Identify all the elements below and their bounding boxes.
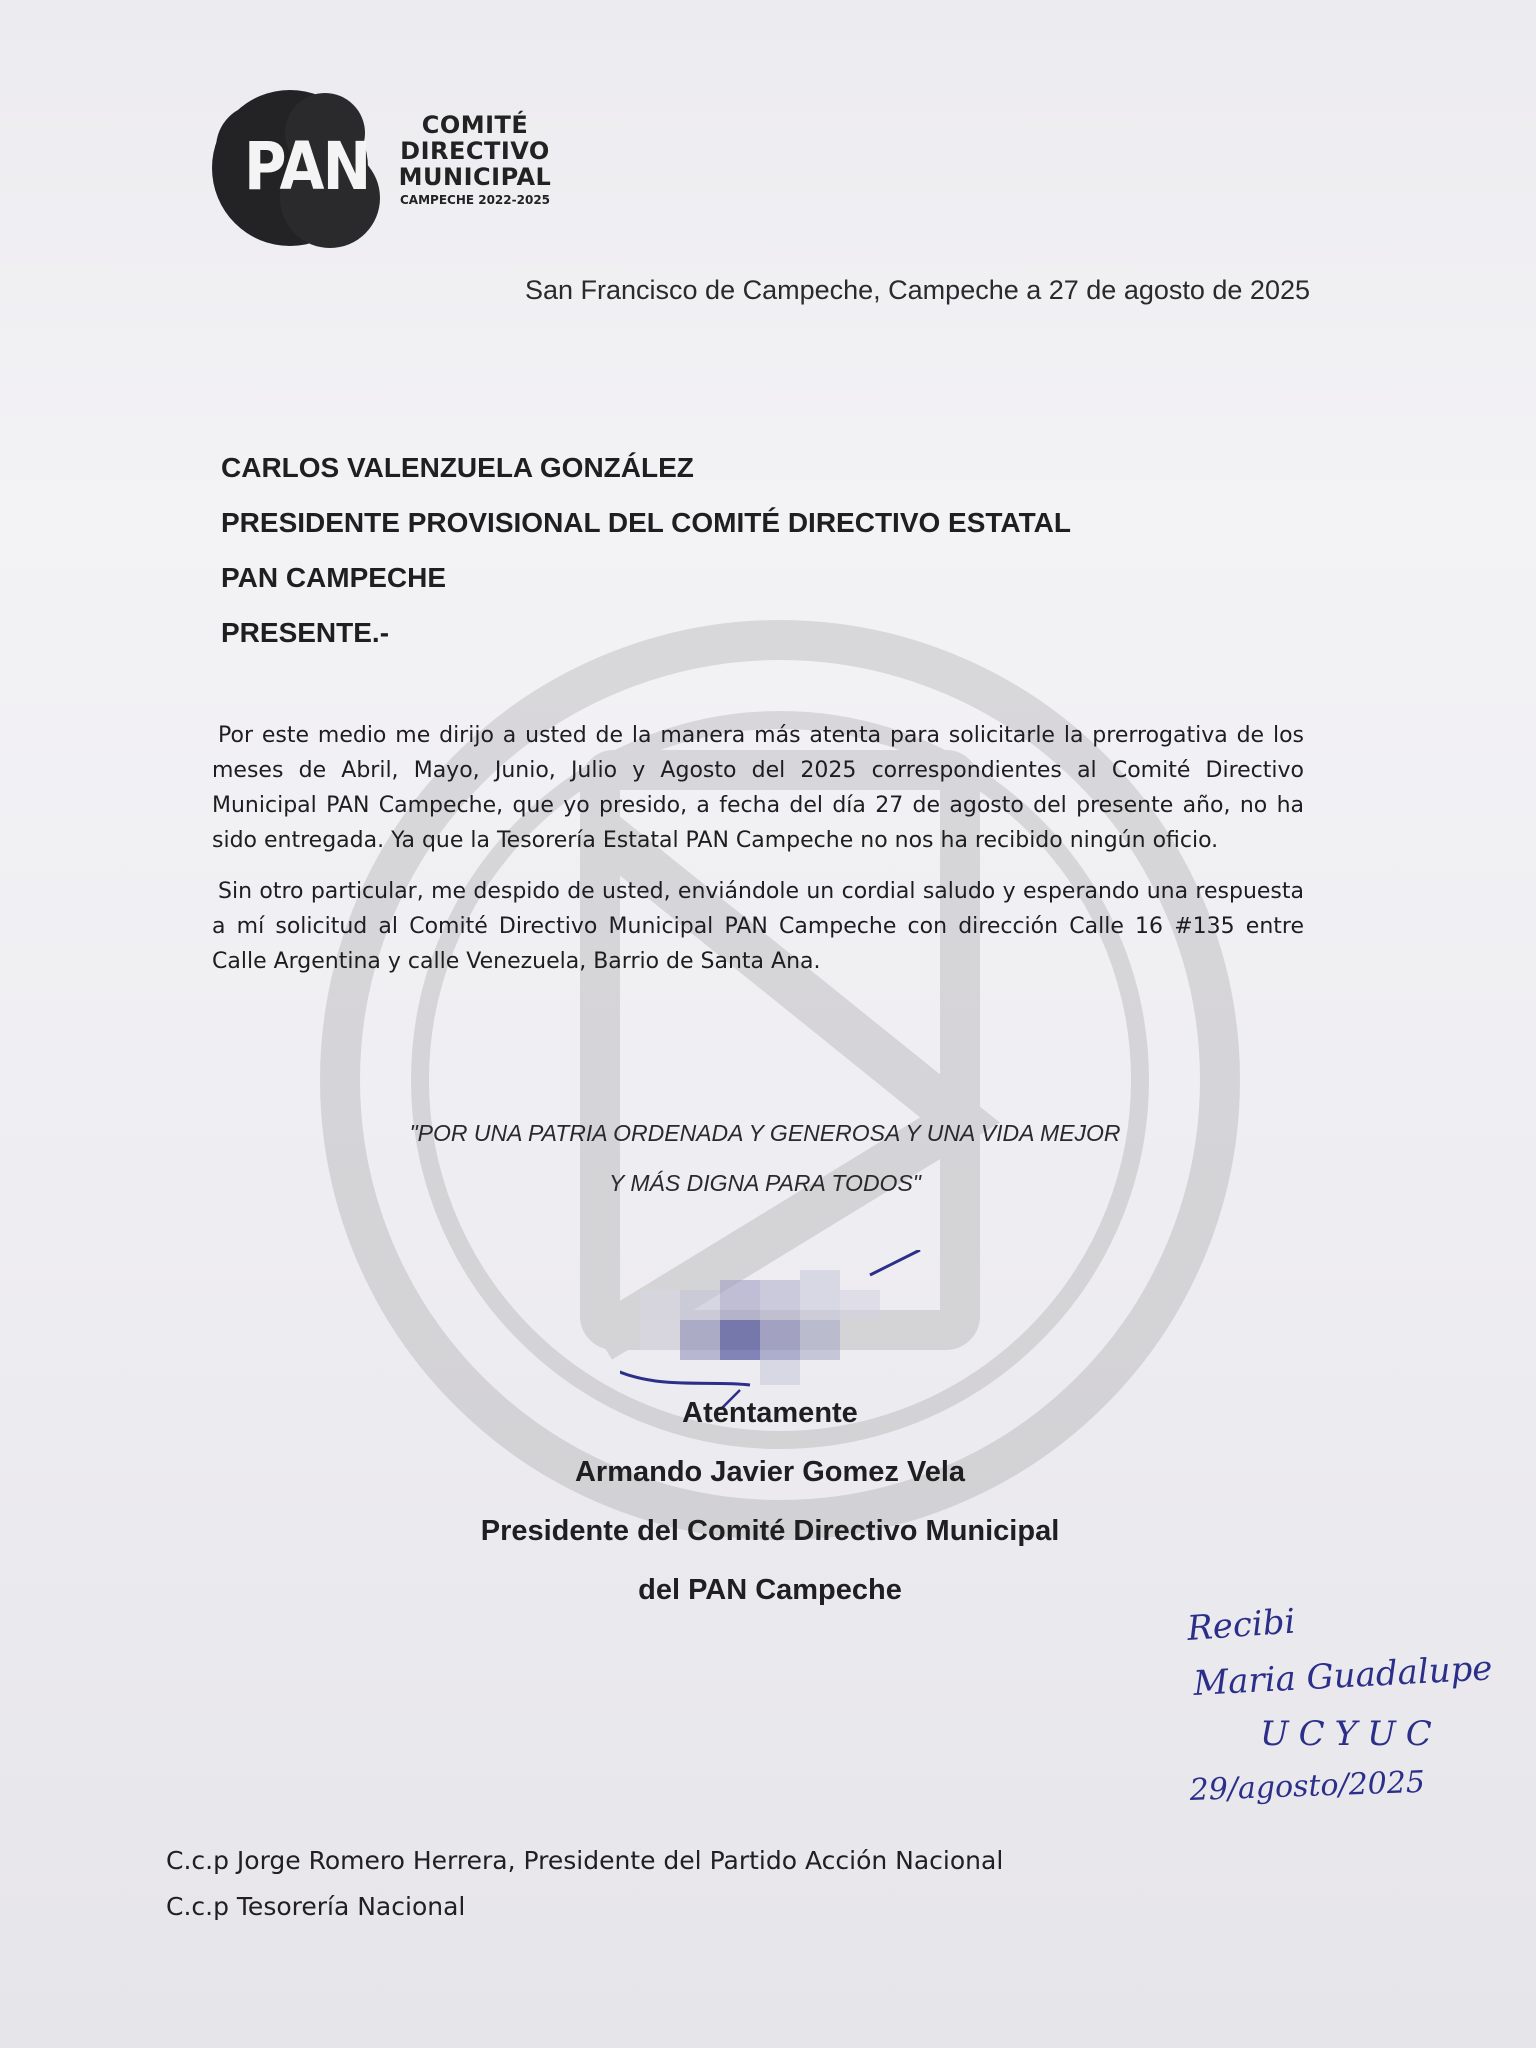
recipient-title: PRESIDENTE PROVISIONAL DEL COMITÉ DIRECTIVO ESTATAL — [221, 507, 1071, 538]
logo-line-2: DIRECTIVO — [400, 137, 550, 165]
signer-role-1: Presidente del Comité Directivo Municipal — [480, 1515, 1060, 1547]
recipient-presente: PRESENTE.- — [221, 617, 390, 648]
cc-block — [166, 1838, 1003, 1930]
logo-pan-word: PAN — [244, 128, 370, 205]
received-line-4: 29/agosto/2025 — [1189, 1764, 1426, 1808]
letter-body — [212, 718, 1304, 995]
cc-line-1: C.c.p Jorge Romero Herrera, Presidente del Partido Acción Nacional — [166, 1846, 1004, 1875]
logo-committee-text — [385, 112, 565, 208]
body-paragraph-1: Por este medio me dirijo a usted de la manera más atenta para solicitarle la prerrogativa de los meses de Abril, Mayo, Junio, Julio y Agosto del 2025 correspondientes al Comité Directivo Municipal PAN Campeche, que yo presido, a fecha del día 27 de agosto del presente año, no ha sido entregada. Ya que la Tesorería Estatal PAN Campeche no nos ha recibido ningún oficio. — [212, 723, 1304, 853]
logo-line-1: COMITÉ — [421, 111, 529, 139]
handwritten-received-note — [1180, 1600, 1520, 1820]
recipient-name: CARLOS VALENZUELA GONZÁLEZ — [221, 452, 694, 483]
signer-name: Armando Javier Gomez Vela — [574, 1456, 966, 1488]
recipient-org: PAN CAMPECHE — [221, 562, 447, 593]
received-line-2: Maria Guadalupe — [1192, 1648, 1494, 1704]
signer-role-2: del PAN Campeche — [638, 1574, 902, 1606]
party-motto — [300, 1108, 1230, 1208]
logo-line-3: MUNICIPAL — [398, 163, 552, 191]
received-line-3: UCYUC — [1260, 1714, 1442, 1754]
body-paragraph-2: Sin otro particular, me despido de usted, enviándole un cordial saludo y esperando una respuesta a mí solicitud al Comité Directivo Municipal PAN Campeche con dirección Calle 16 #135 entre Calle Argentina y calle Venezuela, Barrio de Santa Ana. — [212, 879, 1304, 974]
logo-line-4: CAMPECHE 2022-2025 — [399, 193, 551, 207]
motto-line-1: "POR UNA PATRIA ORDENADA Y GENEROSA Y UNA VIDA MEJOR — [409, 1120, 1121, 1146]
motto-line-2: Y MÁS DIGNA PARA TODOS" — [609, 1170, 921, 1196]
cc-line-2: C.c.p Tesorería Nacional — [166, 1892, 466, 1921]
date-line: San Francisco de Campeche, Campeche a 27 de agosto de 2025 — [524, 275, 1310, 305]
recipient-block — [221, 440, 1071, 660]
received-line-1: Recibi — [1185, 1601, 1297, 1649]
closing-atentamente: Atentamente — [682, 1397, 858, 1429]
closing-block — [350, 1384, 1190, 1620]
